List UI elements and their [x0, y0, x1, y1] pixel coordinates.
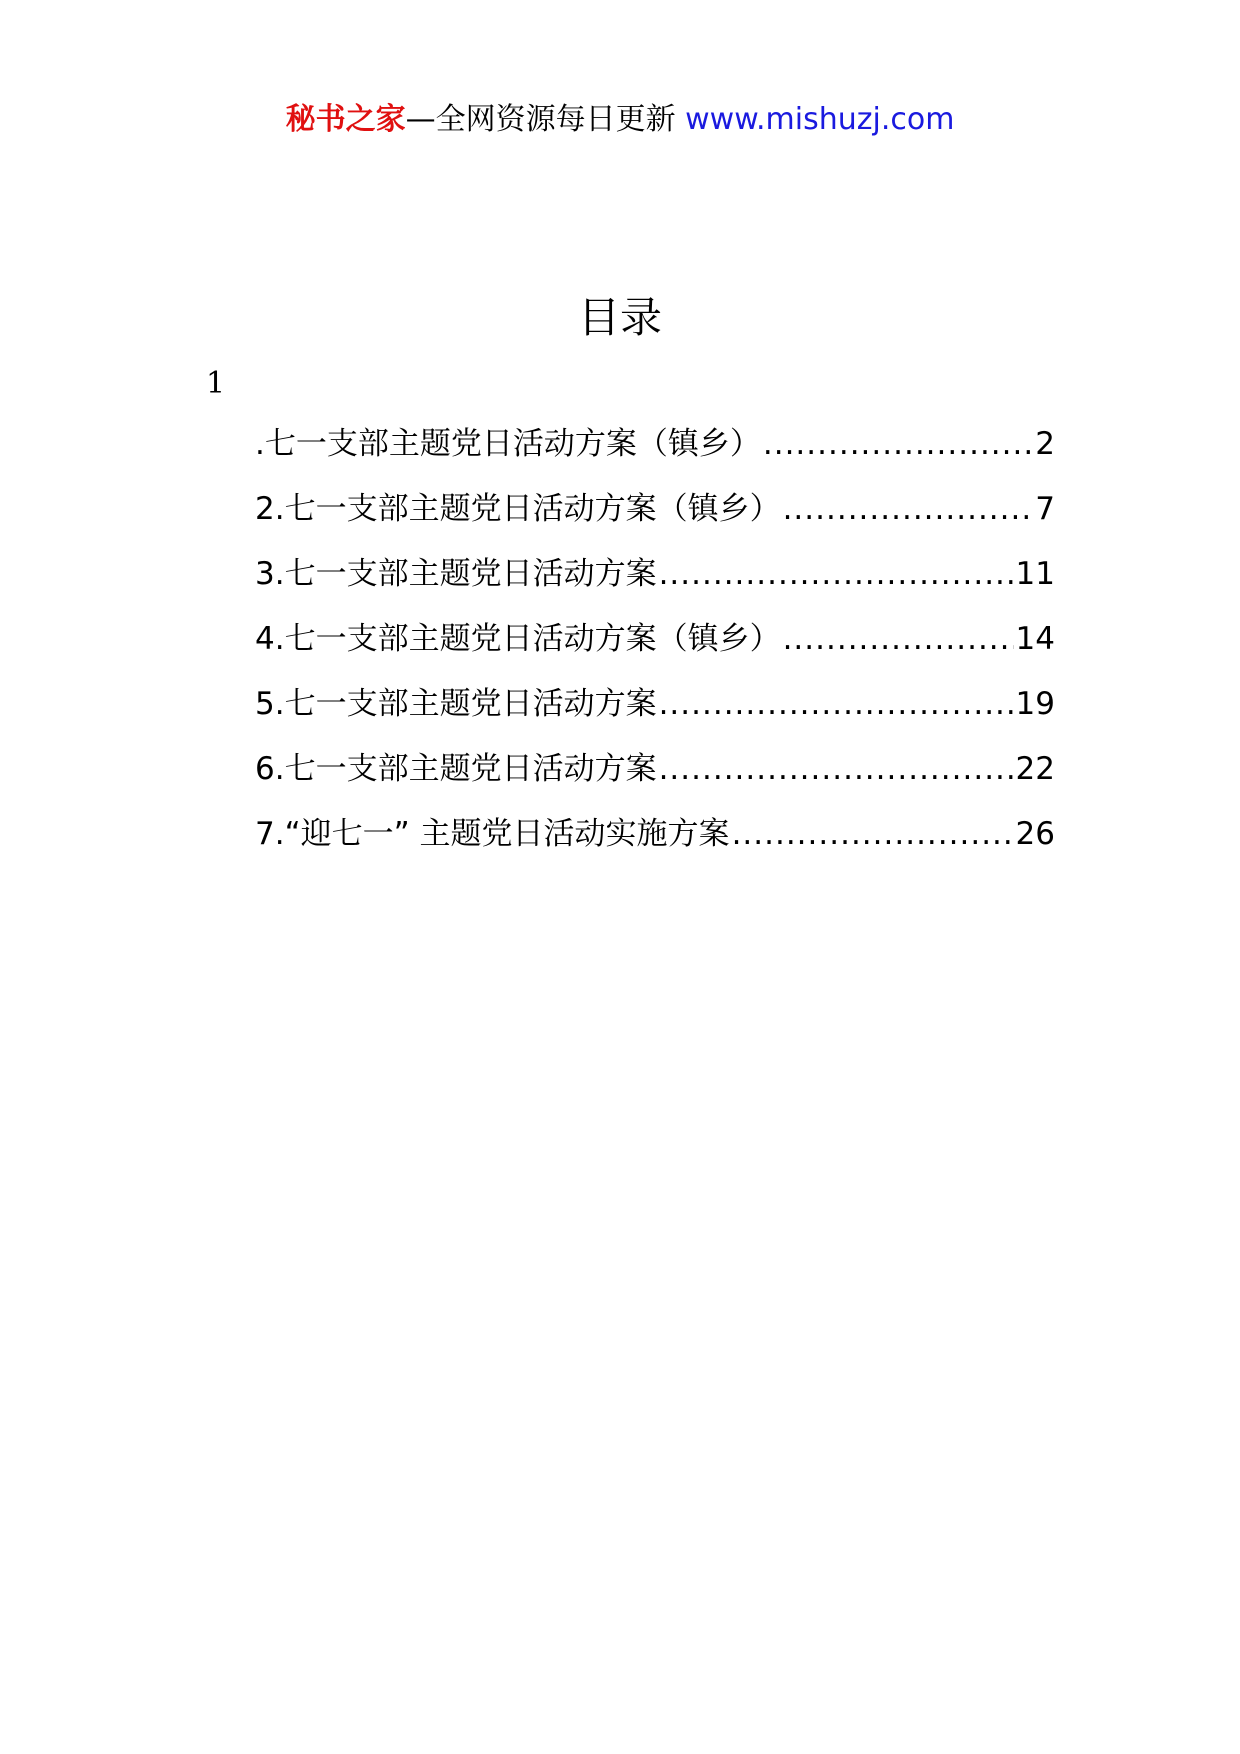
dot-leader [659, 554, 1014, 594]
toc-entry-page: 14 [1015, 621, 1055, 657]
toc-entry[interactable] [255, 749, 1055, 814]
brand-name: 秘书之家 [285, 102, 406, 137]
toc-entry-page: 2 [1035, 426, 1055, 462]
dot-leader [763, 424, 1033, 464]
toc-entry-title: 6.七一支部主题党日活动方案 [255, 751, 657, 787]
toc-entry[interactable] [255, 684, 1055, 749]
toc-entry-page: 26 [1015, 816, 1055, 852]
toc-entry[interactable] [255, 489, 1055, 554]
toc-entry-title: 3.七一支部主题党日活动方案 [255, 556, 657, 592]
toc-entry-title: .七一支部主题党日活动方案（镇乡） [255, 426, 761, 462]
header-tagline: —全网资源每日更新 [405, 102, 676, 137]
toc-entry-page: 19 [1015, 686, 1055, 722]
dot-leader [783, 619, 1014, 659]
page-marker: 1 [206, 366, 226, 401]
toc-entry-page: 22 [1015, 751, 1055, 787]
toc-title: 目录 [577, 293, 662, 342]
dot-leader [732, 814, 1014, 854]
toc-entry-title: 2.七一支部主题党日活动方案（镇乡） [255, 491, 781, 527]
site-header [0, 100, 1240, 140]
site-url-link[interactable]: www.mishuzj.com [685, 102, 955, 137]
dot-leader [659, 749, 1014, 789]
toc-entry-title: 5.七一支部主题党日活动方案 [255, 686, 657, 722]
toc-entry[interactable] [255, 814, 1055, 879]
toc-entry[interactable] [255, 424, 1055, 489]
toc-entry-page: 7 [1035, 491, 1055, 527]
toc-entry[interactable] [255, 554, 1055, 619]
toc-entry-title: 7.“迎七一” 主题党日活动实施方案 [255, 816, 730, 852]
toc-entry[interactable] [255, 619, 1055, 684]
toc-entry-title: 4.七一支部主题党日活动方案（镇乡） [255, 621, 781, 657]
dot-leader [783, 489, 1034, 529]
dot-leader [659, 684, 1014, 724]
toc-entry-page: 11 [1015, 556, 1055, 592]
toc-list [255, 424, 1055, 879]
